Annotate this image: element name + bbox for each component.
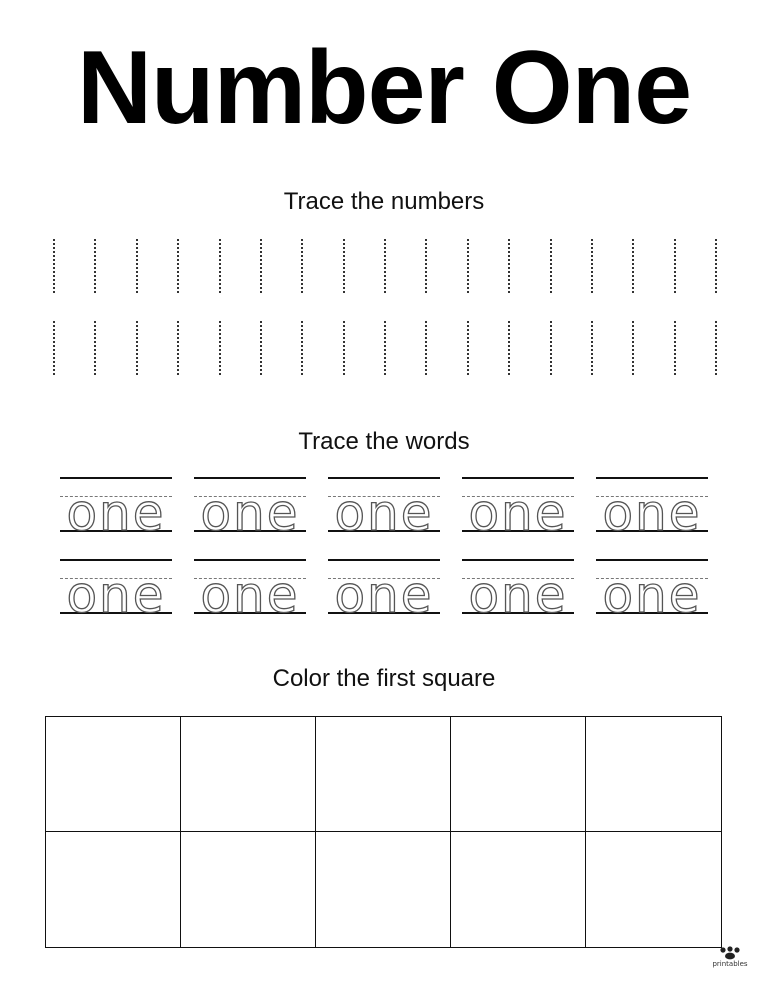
trace-number-glyph <box>710 236 722 296</box>
trace-word-cell <box>60 474 172 554</box>
trace-number-glyph <box>669 318 681 378</box>
trace-numbers-row-2 <box>0 318 768 378</box>
trace-word: one <box>334 484 434 542</box>
color-square <box>451 832 586 947</box>
trace-numbers-row-1 <box>0 236 768 296</box>
trace-word: one <box>602 566 702 624</box>
trace-number-glyph <box>172 318 184 378</box>
trace-word: one <box>468 566 568 624</box>
trace-word-cell <box>596 556 708 636</box>
trace-word: one <box>334 566 434 624</box>
trace-number-glyph <box>214 236 226 296</box>
trace-word-cell <box>328 556 440 636</box>
trace-number-glyph <box>545 236 557 296</box>
trace-word-cell <box>462 556 574 636</box>
trace-number-glyph <box>255 236 267 296</box>
trace-number-glyph <box>48 318 60 378</box>
color-square <box>586 717 721 832</box>
trace-numbers-heading: Trace the numbers <box>283 188 485 215</box>
color-square <box>316 717 451 832</box>
trace-number-glyph <box>131 318 143 378</box>
color-squares-heading: Color the first square <box>272 665 496 692</box>
trace-number-glyph <box>172 236 184 296</box>
trace-number-glyph <box>214 318 226 378</box>
color-square <box>181 717 316 832</box>
trace-number-glyph <box>420 236 432 296</box>
trace-number-glyph <box>48 236 60 296</box>
trace-number-glyph <box>503 236 515 296</box>
trace-word-cell <box>60 556 172 636</box>
trace-number-glyph <box>338 318 350 378</box>
trace-number-glyph <box>627 236 639 296</box>
trace-number-glyph <box>462 236 474 296</box>
color-squares-grid <box>45 716 722 948</box>
trace-word-cell <box>194 474 306 554</box>
color-square <box>586 832 721 947</box>
trace-number-glyph <box>462 318 474 378</box>
trace-word: one <box>200 484 300 542</box>
trace-number-glyph <box>89 236 101 296</box>
trace-number-glyph <box>131 236 143 296</box>
trace-words-row-1 <box>0 474 768 554</box>
trace-number-glyph <box>255 318 267 378</box>
trace-number-glyph <box>710 318 722 378</box>
trace-word: one <box>602 484 702 542</box>
trace-number-glyph <box>503 318 515 378</box>
paw-logo-icon <box>719 946 741 960</box>
trace-number-glyph <box>586 236 598 296</box>
trace-word-cell <box>328 474 440 554</box>
color-square <box>316 832 451 947</box>
trace-word-cell <box>596 474 708 554</box>
color-square <box>46 832 181 947</box>
trace-word: one <box>66 566 166 624</box>
color-square <box>181 832 316 947</box>
trace-number-glyph <box>379 236 391 296</box>
trace-word: one <box>66 484 166 542</box>
logo-text: printables <box>712 960 748 968</box>
page-title: Number One <box>76 30 692 146</box>
trace-number-glyph <box>586 318 598 378</box>
trace-number-glyph <box>420 318 432 378</box>
color-square <box>451 717 586 832</box>
trace-number-glyph <box>669 236 681 296</box>
trace-number-glyph <box>338 236 350 296</box>
trace-number-glyph <box>545 318 557 378</box>
trace-number-glyph <box>379 318 391 378</box>
trace-word-cell <box>462 474 574 554</box>
trace-number-glyph <box>89 318 101 378</box>
trace-word: one <box>468 484 568 542</box>
trace-number-glyph <box>296 236 308 296</box>
trace-number-glyph <box>296 318 308 378</box>
trace-word-cell <box>194 556 306 636</box>
trace-words-row-2 <box>0 556 768 636</box>
trace-word: one <box>200 566 300 624</box>
color-square <box>46 717 181 832</box>
trace-number-glyph <box>627 318 639 378</box>
trace-words-heading: Trace the words <box>298 428 470 455</box>
printables-logo <box>708 946 752 976</box>
